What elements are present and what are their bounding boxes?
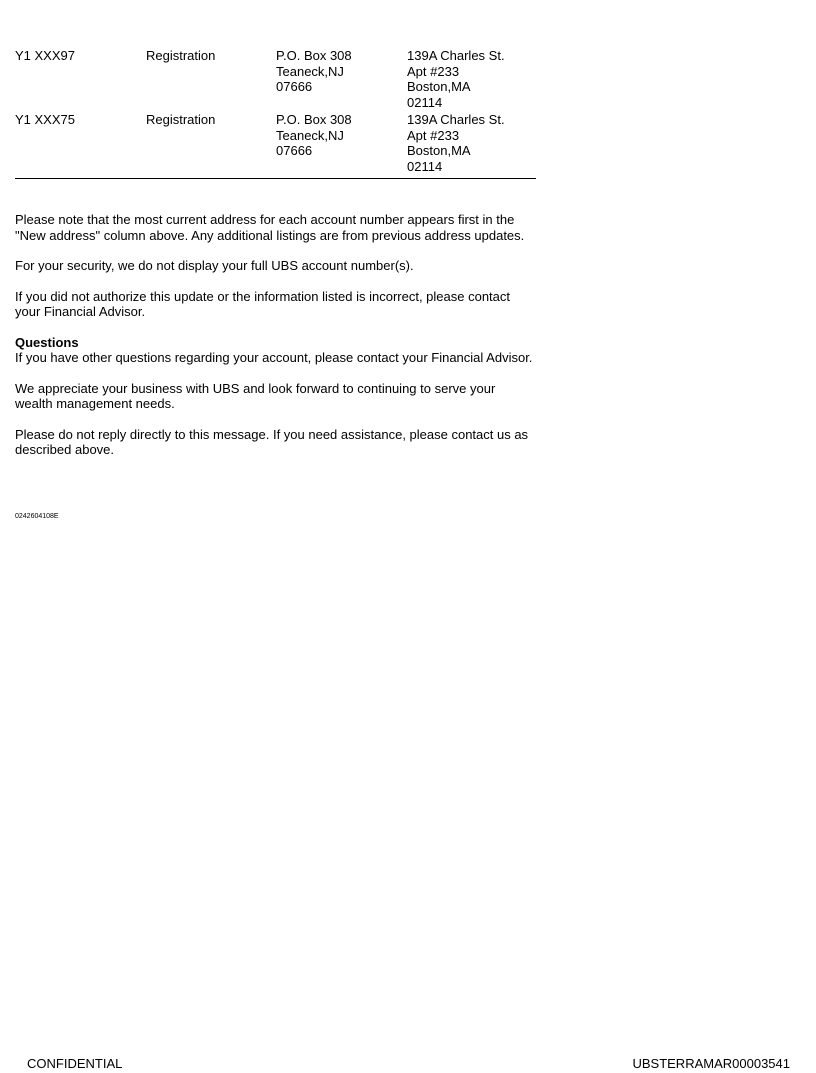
update-type: Registration — [146, 112, 216, 127]
authorization-paragraph: If you did not authorize this update or the information listed is incorrect, please contact your Financial Advisor. — [15, 288, 510, 319]
questions-section — [15, 335, 535, 366]
account-number: Y1 XXX97 — [15, 48, 75, 63]
bates-number: UBSTERRAMAR00003541 — [632, 1056, 790, 1071]
security-paragraph: For your security, we do not display your full UBS account number(s). — [15, 258, 414, 273]
questions-text: If you have other questions regarding your account, please contact your Financial Advisor. — [15, 350, 533, 365]
document-id: 0242604108E — [15, 513, 59, 520]
address-line: Apt #233 — [407, 127, 460, 143]
address-line: 07666 — [276, 143, 313, 158]
new-address — [407, 112, 536, 174]
confidential-label: CONFIDENTIAL — [27, 1056, 123, 1071]
address-line: 07666 — [276, 79, 313, 94]
address-line: Boston,MA — [407, 79, 471, 94]
address-line: P.O. Box 308 — [276, 112, 352, 127]
new-address — [407, 48, 536, 110]
message-body — [15, 212, 535, 473]
table-row — [15, 48, 536, 110]
old-address — [276, 48, 407, 95]
address-note-paragraph: Please note that the most current address for each account number appears first in the "New address" column above. Any additional listings are from previous address updates. — [15, 212, 525, 243]
address-line: 139A Charles St. — [407, 112, 505, 127]
old-address — [276, 112, 407, 159]
address-line: 139A Charles St. — [407, 48, 505, 63]
address-line: 02114 — [407, 94, 443, 110]
address-line: Teaneck,NJ — [276, 127, 344, 143]
appreciation-paragraph: We appreciate your business with UBS and look forward to continuing to serve your wealth management needs. — [15, 380, 496, 411]
address-update-table — [15, 48, 536, 179]
address-line: P.O. Box 308 — [276, 48, 352, 63]
address-line: Boston,MA — [407, 143, 471, 158]
update-type: Registration — [146, 48, 216, 63]
table-row — [15, 112, 536, 174]
address-line: 02114 — [407, 158, 443, 174]
no-reply-paragraph: Please do not reply directly to this message. If you need assistance, please contact us as described above. — [15, 426, 529, 457]
address-line: Teaneck,NJ — [276, 63, 344, 79]
address-line: Apt #233 — [407, 63, 460, 79]
account-number: Y1 XXX75 — [15, 112, 75, 127]
questions-heading: Questions — [15, 334, 79, 350]
